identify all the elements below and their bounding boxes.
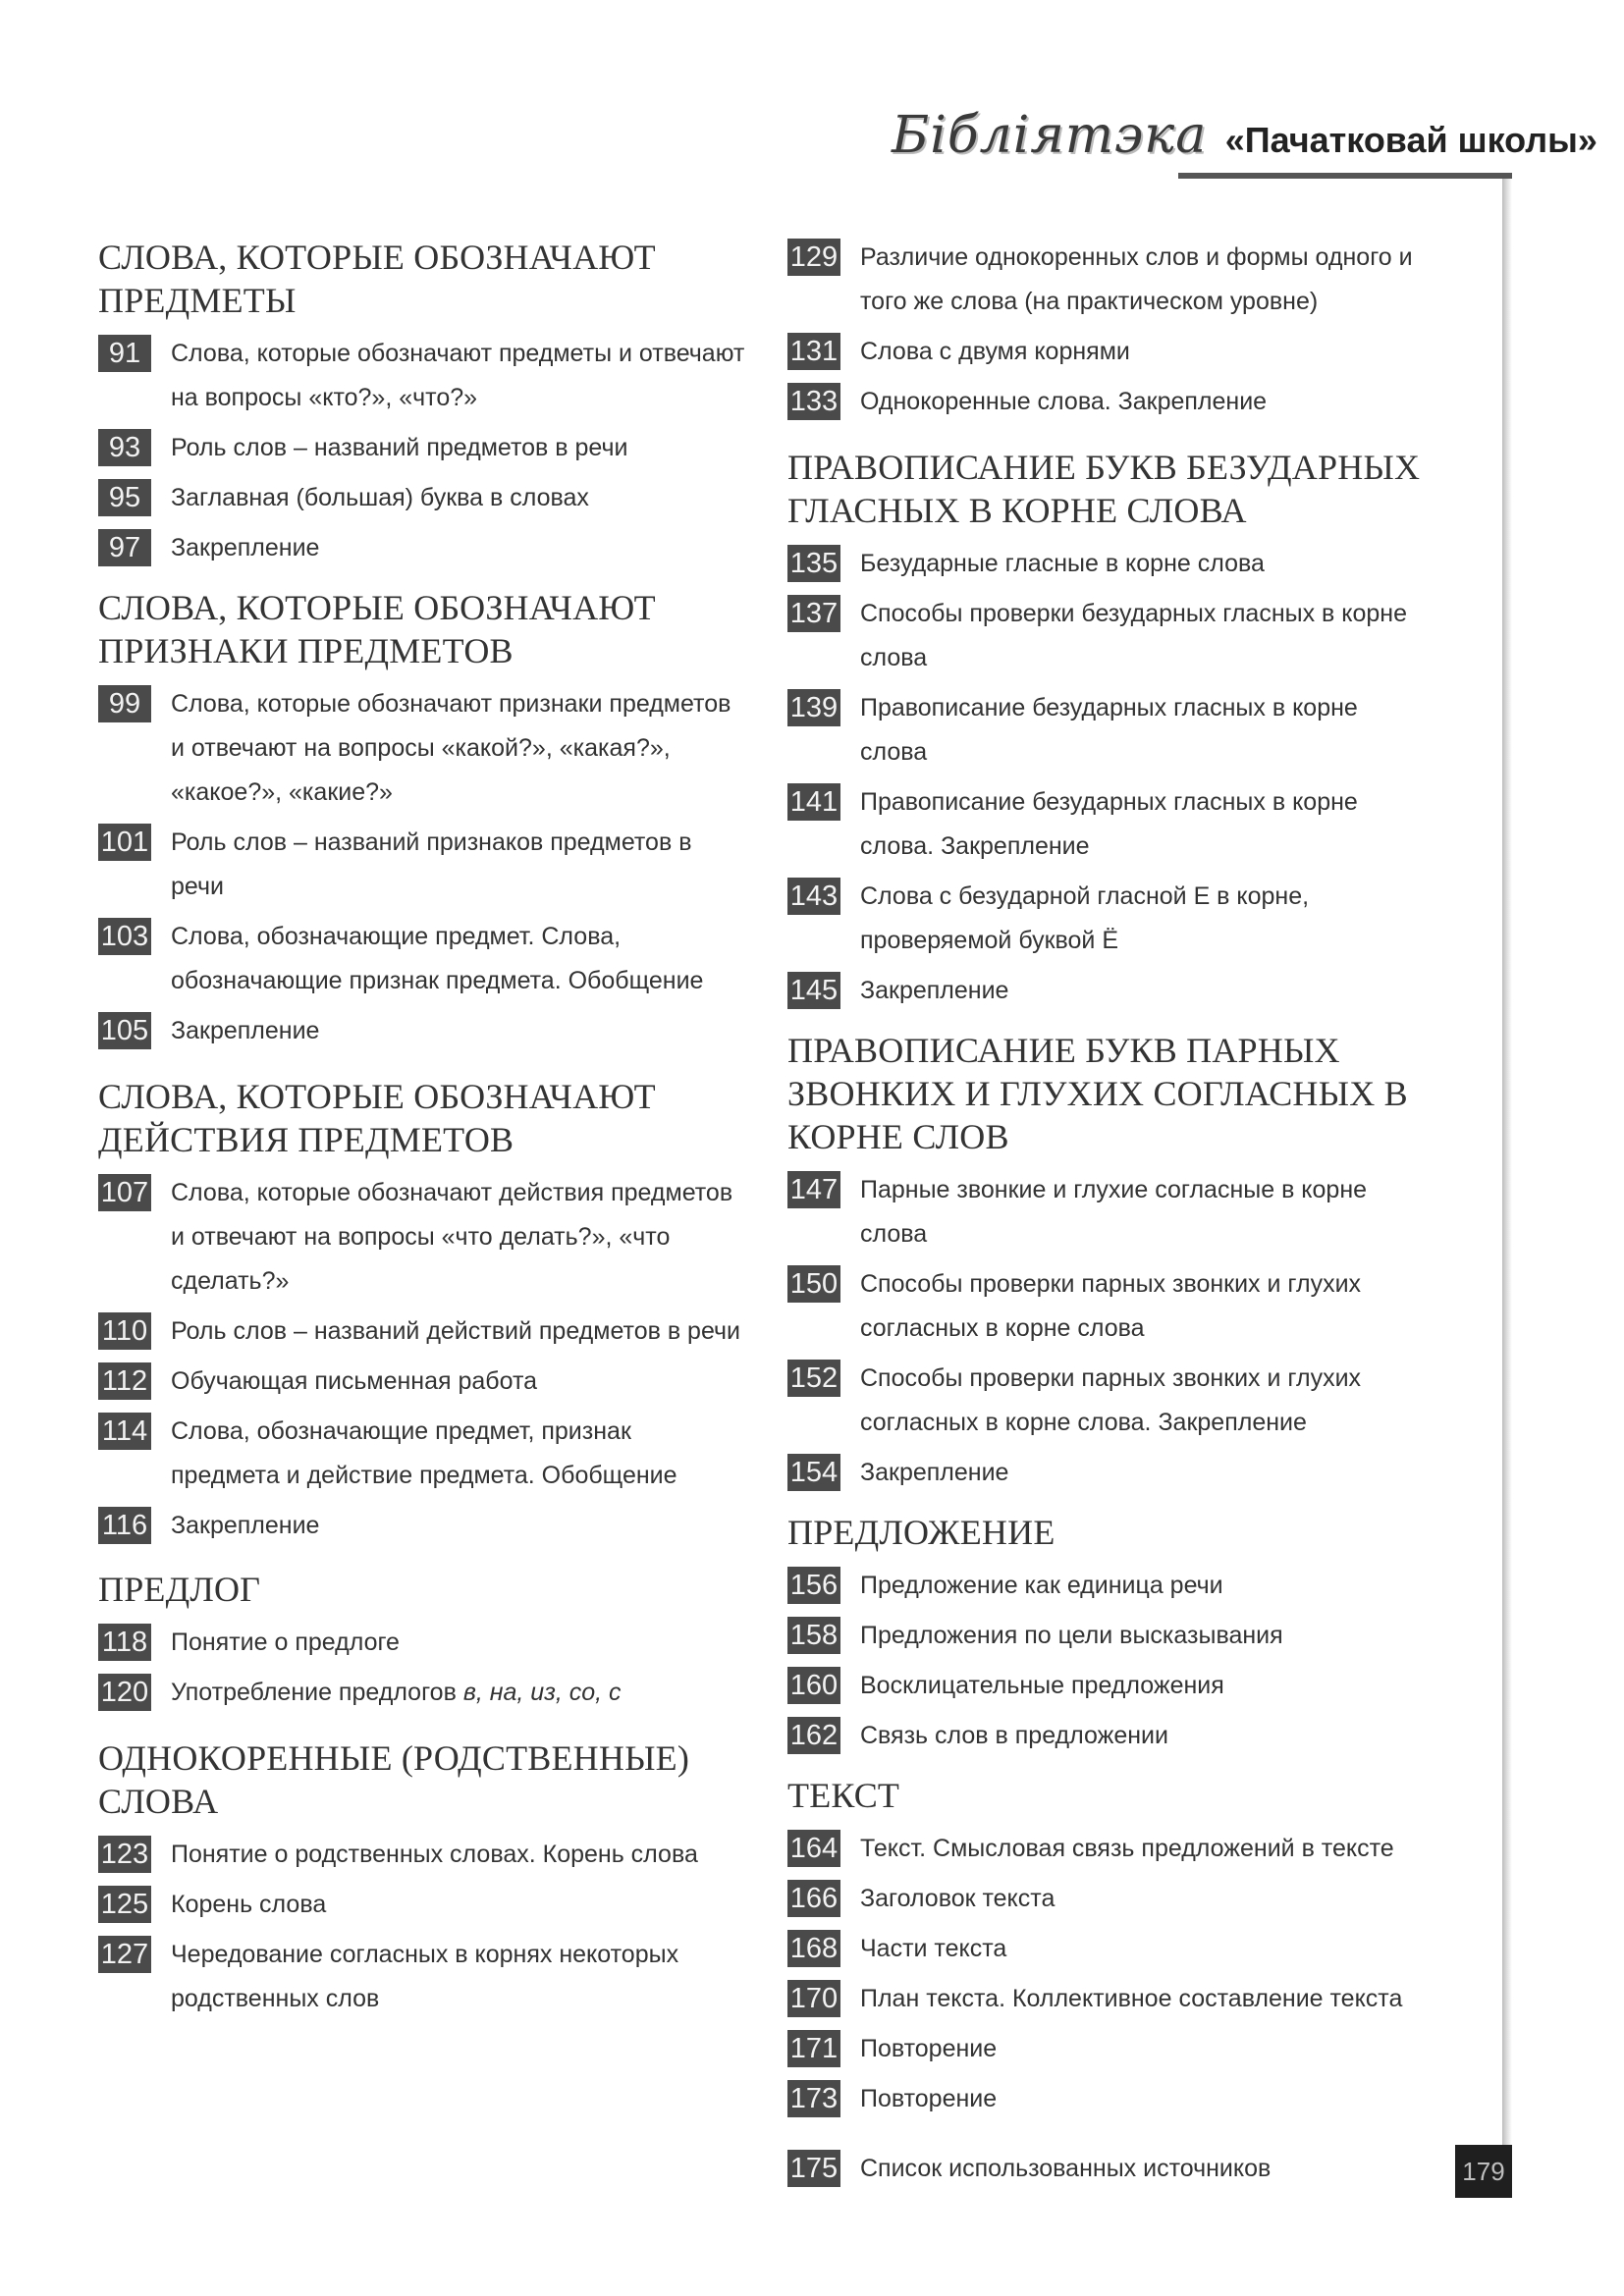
toc-entry[interactable] — [787, 330, 1426, 374]
toc-section — [98, 1568, 746, 1715]
page-number-badge: 145 — [787, 972, 840, 1009]
entry-title — [171, 915, 746, 1003]
page-number-badge: 162 — [787, 1717, 840, 1754]
toc-entry[interactable] — [98, 476, 746, 520]
entry-text: Закрепление — [860, 1459, 1009, 1486]
entry-title — [860, 236, 1426, 324]
page-number-badge: 91 — [98, 335, 151, 372]
entry-title — [171, 1833, 698, 1877]
toc-section — [787, 1029, 1426, 1495]
toc-section — [787, 1511, 1426, 1758]
toc-entry[interactable] — [787, 380, 1426, 424]
toc-entry[interactable] — [98, 1360, 746, 1404]
entry-text: Слова, которые обозначают предметы и отвечают на вопросы «кто?», «что?» — [171, 340, 745, 411]
toc-entry[interactable] — [787, 592, 1426, 680]
entry-text: Восклицательные предложения — [860, 1672, 1224, 1699]
page-number-badge: 112 — [98, 1362, 151, 1400]
entry-title — [171, 1410, 746, 1498]
entry-title — [860, 2027, 997, 2071]
entry-text: Закрепление — [171, 534, 320, 561]
page-number-badge: 99 — [98, 685, 151, 722]
entry-text: Безударные гласные в корне слова — [860, 550, 1265, 577]
page-number-badge: 137 — [787, 595, 840, 632]
section-title: СЛОВА, КОТОРЫЕ ОБОЗНАЧАЮТ ДЕЙСТВИЯ ПРЕДМЕТОВ — [98, 1077, 656, 1159]
entry-text: Предложение как единица речи — [860, 1572, 1223, 1599]
page-number-badge: 131 — [787, 333, 840, 370]
entry-title — [860, 1714, 1168, 1758]
page-number-badge: 168 — [787, 1930, 840, 1967]
toc-entry[interactable] — [98, 1883, 746, 1927]
toc-section — [98, 1736, 746, 2021]
entry-text: Роль слов – названий действий предметов в речи — [171, 1317, 741, 1345]
entry-title — [171, 1009, 319, 1053]
entry-text: Парные звонкие и глухие согласные в корне слова — [860, 1176, 1368, 1248]
entry-title — [860, 780, 1426, 869]
page-number-badge: 116 — [98, 1507, 151, 1544]
page-number: 179 — [1455, 2145, 1512, 2198]
entry-text: Слова, обозначающие предмет, признак предмета и действие предмета. Обобщение — [171, 1417, 677, 1489]
toc-entry[interactable] — [98, 332, 746, 420]
toc-right-column — [787, 236, 1426, 2197]
entry-title — [860, 1614, 1283, 1658]
toc-section — [98, 586, 746, 1053]
toc-entry[interactable] — [787, 2077, 1426, 2121]
entry-text: Различие однокоренных слов и формы одного и того же слова (на практическом уровне) — [860, 243, 1413, 315]
entry-title — [860, 969, 1008, 1013]
entry-text: Правописание безударных гласных в корне слова — [860, 694, 1358, 766]
page-number-badge: 141 — [787, 783, 840, 821]
page-number-badge: 135 — [787, 545, 840, 582]
entry-title — [860, 1927, 1006, 1971]
toc-entry[interactable] — [787, 1877, 1426, 1921]
toc-entry[interactable] — [98, 1504, 746, 1548]
header-script-title: Бібліятэка — [892, 106, 1208, 165]
entry-title — [860, 380, 1267, 424]
page-number-badge: 171 — [787, 2030, 840, 2067]
page-number-badge: 133 — [787, 383, 840, 420]
toc-entry[interactable] — [787, 1357, 1426, 1445]
page-number-badge: 103 — [98, 918, 151, 955]
entry-italic-text: в, на, из, со, с — [462, 1679, 622, 1706]
entry-title — [171, 1360, 537, 1404]
toc-entry[interactable] — [787, 1977, 1426, 2021]
entry-title — [860, 875, 1426, 963]
entry-text: Однокоренные слова. Закрепление — [860, 388, 1268, 415]
toc-entry[interactable] — [787, 1664, 1426, 1708]
entry-text: Употребление предлогов — [171, 1679, 457, 1706]
entry-text: Текст. Смысловая связь предложений в тексте — [860, 1835, 1394, 1862]
entry-title — [860, 1877, 1055, 1921]
entry-title — [860, 2147, 1271, 2191]
toc-entry[interactable] — [98, 682, 746, 815]
toc-entry[interactable] — [98, 915, 746, 1003]
entry-text: Слова с безударной гласной Е в корне, проверяемой буквой Ё — [860, 882, 1310, 954]
section-title: ПРЕДЛОГ — [98, 1570, 261, 1609]
entry-title — [171, 821, 746, 909]
entry-title — [171, 332, 746, 420]
entry-title — [171, 526, 319, 570]
entry-text: Слова, которые обозначают действия предметов и отвечают на вопросы «что делать?», «что сделать?» — [171, 1179, 733, 1295]
entry-text: Способы проверки парных звонких и глухих согласных в корне слова. Закрепление — [860, 1364, 1362, 1436]
page-number-badge: 105 — [98, 1012, 151, 1049]
section-title: СЛОВА, КОТОРЫЕ ОБОЗНАЧАЮТ ПРИЗНАКИ ПРЕДМЕТОВ — [98, 588, 656, 670]
entry-title — [171, 682, 746, 815]
toc-entry[interactable] — [98, 1410, 746, 1498]
entry-text: Роль слов – названий предметов в речи — [171, 434, 628, 461]
entry-title — [860, 1451, 1008, 1495]
toc-entry[interactable] — [787, 1564, 1426, 1608]
page-number-badge: 97 — [98, 529, 151, 566]
entry-title — [171, 1171, 746, 1304]
toc-entry[interactable] — [787, 1451, 1426, 1495]
page-number-badge: 170 — [787, 1980, 840, 2017]
entry-title — [860, 1168, 1426, 1256]
entry-text: Части текста — [860, 1935, 1007, 1962]
toc-section — [98, 1075, 746, 1548]
entry-title — [860, 686, 1426, 774]
toc-entry[interactable] — [787, 1262, 1426, 1351]
toc-entry[interactable] — [787, 686, 1426, 774]
toc-section — [787, 446, 1426, 1013]
entry-title — [171, 1671, 622, 1715]
section-title: ОДНОКОРЕННЫЕ (РОДСТВЕННЫЕ) СЛОВА — [98, 1738, 690, 1821]
entry-text: Список использованных источников — [860, 2155, 1272, 2182]
toc-entry[interactable] — [98, 526, 746, 570]
toc-entry[interactable] — [98, 1621, 746, 1665]
page-number-badge: 139 — [787, 689, 840, 726]
entry-text: Роль слов – названий признаков предметов в речи — [171, 828, 692, 900]
toc-entry[interactable] — [98, 821, 746, 909]
toc-section — [98, 236, 746, 570]
entry-text: Понятие о родственных словах. Корень слова — [171, 1841, 698, 1868]
page-number-badge: 110 — [98, 1312, 151, 1350]
page-number-badge: 156 — [787, 1567, 840, 1604]
toc-entry[interactable] — [787, 1168, 1426, 1256]
entry-text: Закрепление — [860, 977, 1009, 1004]
section-title: ТЕКСТ — [787, 1776, 900, 1815]
entry-title — [171, 476, 589, 520]
section-title: ПРЕДЛОЖЕНИЕ — [787, 1513, 1056, 1552]
page-number-badge: 150 — [787, 1265, 840, 1303]
page-number-badge: 152 — [787, 1360, 840, 1397]
entry-title — [860, 592, 1426, 680]
page-number-badge: 164 — [787, 1830, 840, 1867]
page-number-badge: 101 — [98, 824, 151, 861]
entry-title — [171, 1309, 740, 1354]
toc-left-column — [98, 236, 746, 2027]
entry-text: Слова, которые обозначают признаки предметов и отвечают на вопросы «какой?», «какая?», «какое?», «какие?» — [171, 690, 731, 806]
section-title: ПРАВОПИСАНИЕ БУКВ ПАРНЫХ ЗВОНКИХ И ГЛУХИХ СОГЛАСНЫХ В КОРНЕ СЛОВ — [787, 1031, 1408, 1156]
entry-text: Правописание безударных гласных в корне слова. Закрепление — [860, 788, 1358, 860]
toc-entry[interactable] — [98, 1309, 746, 1354]
entry-title — [171, 1933, 746, 2021]
entry-text: План текста. Коллективное составление текста — [860, 1985, 1403, 2012]
toc-entry[interactable] — [98, 1671, 746, 1715]
toc-entry[interactable] — [787, 542, 1426, 586]
page-number-badge: 143 — [787, 878, 840, 915]
toc-entry[interactable] — [98, 1009, 746, 1053]
entry-text: Заголовок текста — [860, 1885, 1056, 1912]
entry-text: Заглавная (большая) буква в словах — [171, 484, 589, 511]
page-number-badge: 166 — [787, 1880, 840, 1917]
entry-title — [860, 1262, 1426, 1351]
entry-title — [171, 426, 627, 470]
entry-text: Закрепление — [171, 1017, 320, 1044]
entry-title — [860, 1664, 1224, 1708]
page-number-badge: 158 — [787, 1617, 840, 1654]
toc-entry[interactable] — [787, 1614, 1426, 1658]
entry-title — [860, 1977, 1402, 2021]
page-number-badge: 160 — [787, 1667, 840, 1704]
page-number-badge: 107 — [98, 1174, 151, 1211]
toc-entry[interactable] — [787, 1714, 1426, 1758]
entry-text: Повторение — [860, 2035, 998, 2062]
entry-text: Понятие о предлоге — [171, 1629, 400, 1656]
entry-text: Способы проверки парных звонких и глухих согласных в корне слова — [860, 1270, 1362, 1342]
page-number-badge: 129 — [787, 239, 840, 276]
entry-text: Повторение — [860, 2085, 998, 2112]
page-number-badge: 118 — [98, 1624, 151, 1661]
page-number-badge: 173 — [787, 2080, 840, 2117]
page-number-badge: 175 — [787, 2150, 840, 2187]
toc-entry[interactable] — [787, 236, 1426, 324]
toc-entry[interactable] — [787, 2027, 1426, 2071]
entry-text: Закрепление — [171, 1512, 320, 1539]
page-number-badge: 114 — [98, 1413, 151, 1450]
toc-entry[interactable] — [98, 1833, 746, 1877]
entry-text: Корень слова — [171, 1891, 327, 1918]
entry-text: Предложения по цели высказывания — [860, 1622, 1283, 1649]
page-number-badge: 95 — [98, 479, 151, 516]
toc-entry[interactable] — [787, 780, 1426, 869]
toc-entry[interactable] — [98, 1933, 746, 2021]
page-number-badge: 93 — [98, 429, 151, 466]
page-number-badge: 154 — [787, 1454, 840, 1491]
page-number-badge: 147 — [787, 1171, 840, 1208]
entry-text: Слова с двумя корнями — [860, 338, 1130, 365]
entry-title — [860, 1564, 1223, 1608]
entry-text: Способы проверки безударных гласных в корне слова — [860, 600, 1408, 671]
section-title: СЛОВА, КОТОРЫЕ ОБОЗНАЧАЮТ ПРЕДМЕТЫ — [98, 238, 656, 320]
toc-entry[interactable] — [787, 969, 1426, 1013]
page-edge-shadow — [1502, 179, 1512, 2196]
page-number-badge: 123 — [98, 1836, 151, 1873]
page-number-badge: 127 — [98, 1936, 151, 1973]
toc-section — [787, 2147, 1426, 2191]
toc-entry[interactable] — [787, 1827, 1426, 1871]
toc-entry[interactable] — [787, 875, 1426, 963]
entry-text: Слова, обозначающие предмет. Слова, обозначающие признак предмета. Обобщение — [171, 923, 704, 994]
toc-entry[interactable] — [787, 1927, 1426, 1971]
entry-title — [860, 1827, 1394, 1871]
entry-text: Обучающая письменная работа — [171, 1367, 538, 1395]
entry-text: Чередование согласных в корнях некоторых родственных слов — [171, 1941, 679, 2012]
toc-entry[interactable] — [98, 426, 746, 470]
toc-section — [787, 1774, 1426, 2121]
entry-title — [860, 1357, 1426, 1445]
entry-title — [860, 2077, 997, 2121]
entry-title — [171, 1883, 326, 1927]
library-header — [892, 106, 1597, 185]
section-title: ПРАВОПИСАНИЕ БУКВ БЕЗУДАРНЫХ ГЛАСНЫХ В КОРНЕ СЛОВА — [787, 448, 1421, 530]
toc-entry[interactable] — [787, 2147, 1426, 2191]
header-bold-title: «Пачатковай школы» — [1224, 120, 1597, 160]
entry-text: Связь слов в предложении — [860, 1722, 1168, 1749]
entry-title — [860, 330, 1130, 374]
toc-entry[interactable] — [98, 1171, 746, 1304]
page-number-badge: 120 — [98, 1674, 151, 1711]
page-number-badge: 125 — [98, 1886, 151, 1923]
entry-title — [860, 542, 1265, 586]
toc-section — [787, 236, 1426, 424]
entry-title — [171, 1621, 400, 1665]
entry-title — [171, 1504, 319, 1548]
